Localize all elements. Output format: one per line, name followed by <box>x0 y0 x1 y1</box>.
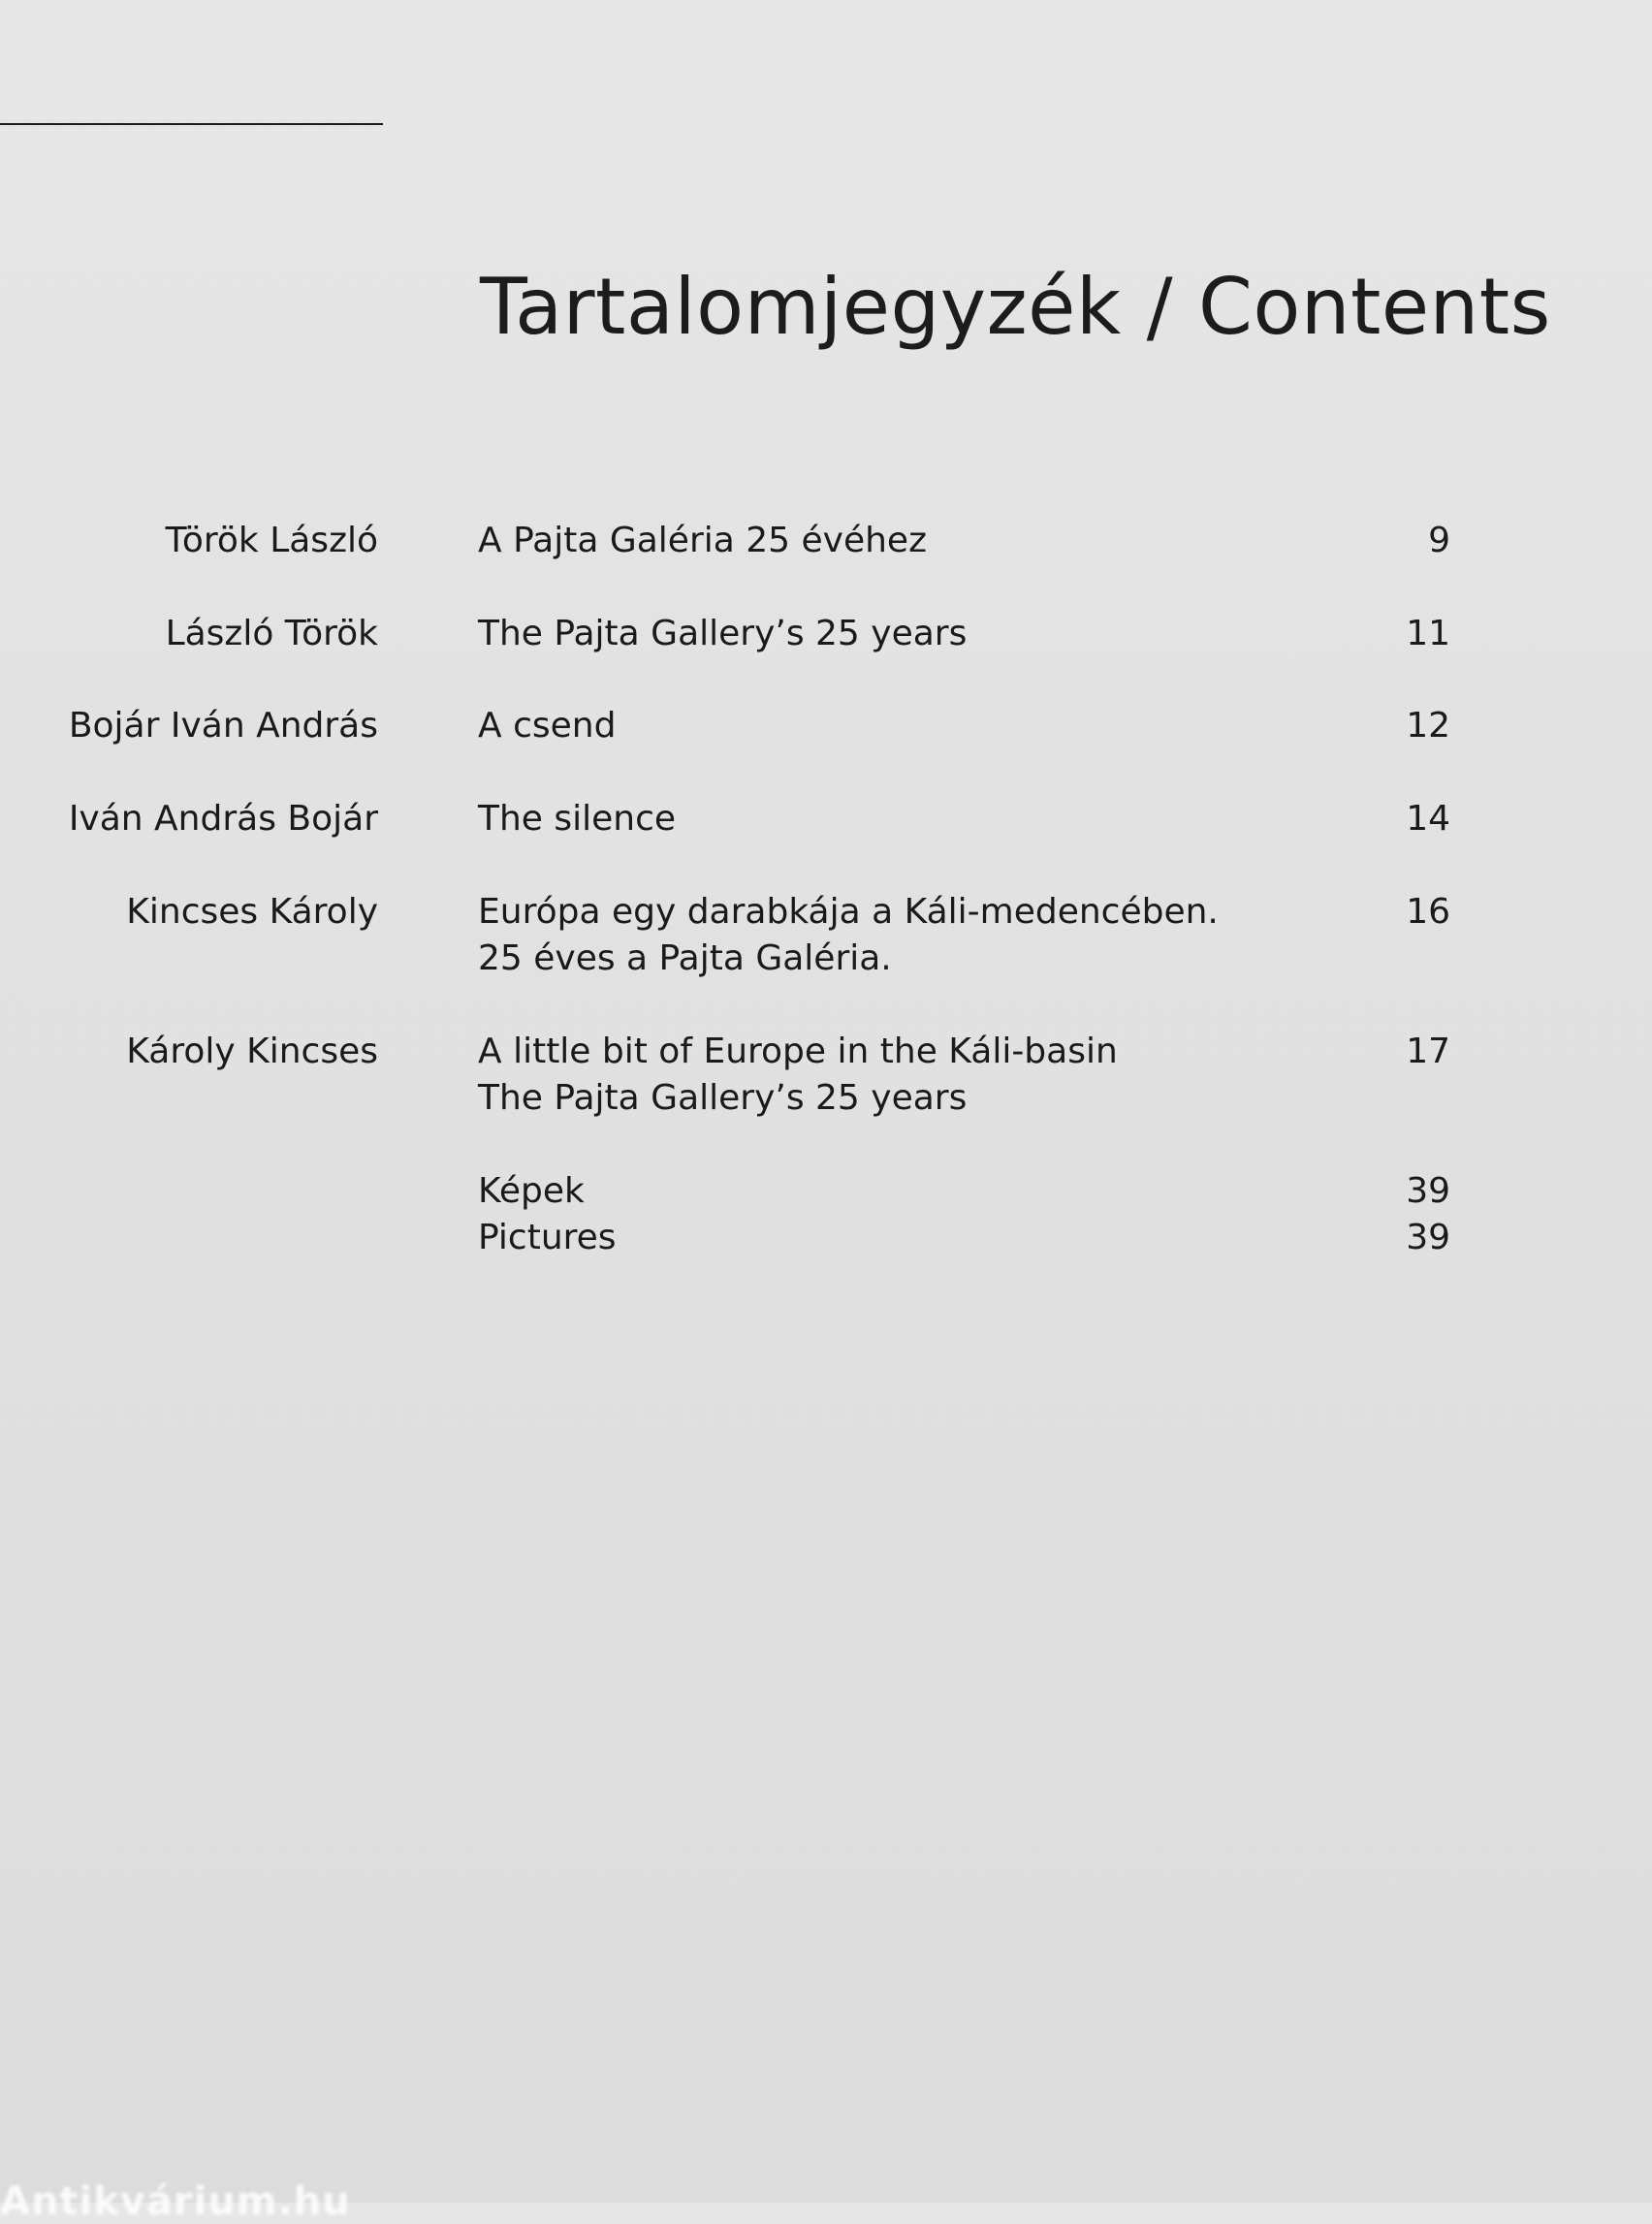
toc-title: 25 éves a Pajta Galéria. <box>478 938 892 978</box>
toc-title: A csend <box>478 706 617 746</box>
toc-page-number: 39 <box>1406 1218 1450 1257</box>
toc-page-number: 12 <box>1406 706 1450 746</box>
toc-page-number: 39 <box>1406 1171 1450 1211</box>
toc-page-number: 16 <box>1406 892 1450 932</box>
toc-page-number: 9 <box>1428 521 1450 560</box>
toc-title: A little bit of Europe in the Káli-basin <box>478 1032 1118 1071</box>
toc-pages <box>1428 518 1450 564</box>
toc-title: The silence <box>478 799 677 839</box>
toc-titles <box>478 703 616 749</box>
toc-author: Iván András Bojár <box>68 799 378 839</box>
toc-title: A Pajta Galéria 25 évéhez <box>478 521 927 560</box>
toc-author: László Török <box>165 614 378 653</box>
toc-title: The Pajta Gallery’s 25 years <box>478 614 968 653</box>
toc-author: Török László <box>165 521 378 560</box>
toc-pages <box>1406 703 1450 749</box>
toc-title: Pictures <box>478 1218 617 1257</box>
toc-author: Kincses Károly <box>126 892 378 932</box>
toc-titles <box>478 1029 1118 1122</box>
top-rule <box>0 123 383 125</box>
toc-titles <box>478 889 1219 982</box>
toc-titles <box>478 1168 617 1261</box>
watermark: Antikvárium.hu <box>0 2179 351 2224</box>
toc-page-number: 11 <box>1406 614 1450 653</box>
toc-title: Képek <box>478 1171 585 1211</box>
toc-page-number: 17 <box>1406 1032 1450 1071</box>
toc-author: Károly Kincses <box>126 1032 378 1071</box>
toc-pages <box>1406 889 1450 936</box>
toc-pages <box>1406 1168 1450 1261</box>
toc-pages <box>1406 796 1450 842</box>
toc-titles <box>478 518 927 564</box>
toc-author: Bojár Iván András <box>68 706 378 746</box>
toc-titles <box>478 796 676 842</box>
toc-title: Európa egy darabkája a Káli-medencében. <box>478 892 1219 932</box>
toc-titles <box>478 611 967 657</box>
toc-pages <box>1406 1029 1450 1075</box>
toc-title: The Pajta Gallery’s 25 years <box>478 1078 968 1118</box>
page-title: Tartalomjegyzék / Contents <box>480 262 1551 352</box>
toc-pages <box>1406 611 1450 657</box>
toc-page-number: 14 <box>1406 799 1450 839</box>
